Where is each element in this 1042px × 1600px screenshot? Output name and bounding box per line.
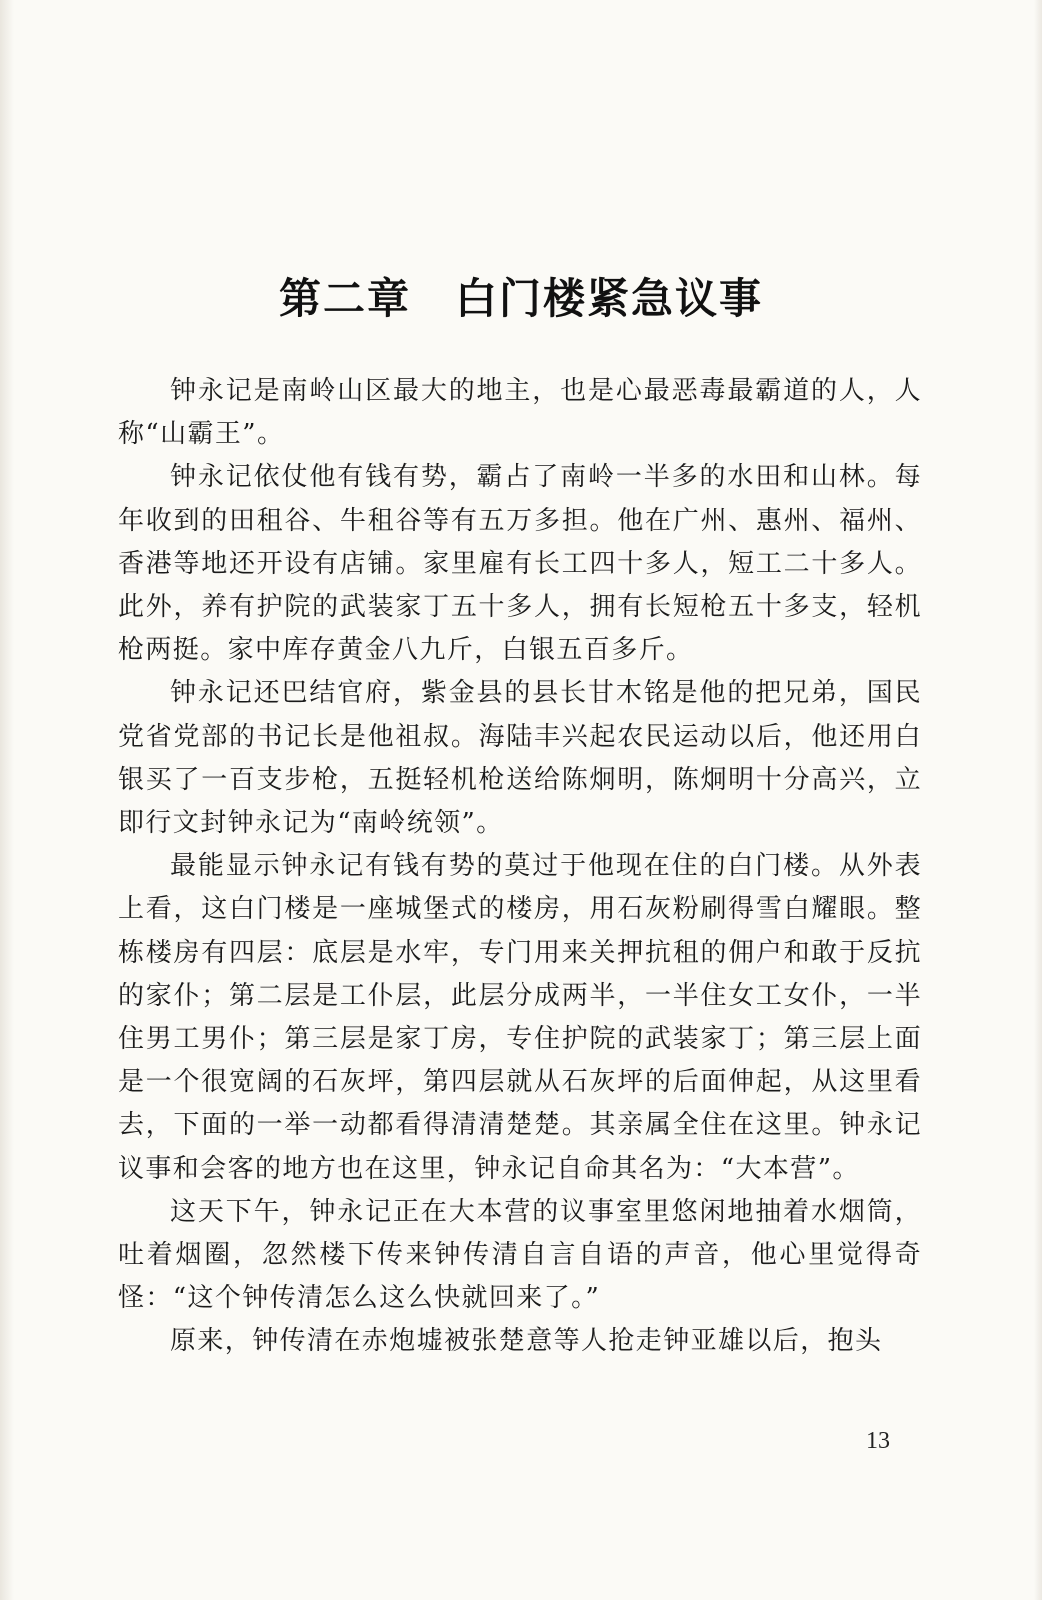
paragraph-5: 这天下午，钟永记正在大本营的议事室里悠闲地抽着水烟筒，吐着烟圈，忽然楼下传来钟传清自言自语的声音，他心里觉得奇怪：“这个钟传清怎么这么快就回来了。” bbox=[118, 1196, 922, 1314]
paragraph-2: 钟永记依仗他有钱有势，霸占了南岭一半多的水田和山林。每年收到的田租谷、牛租谷等有五万多担。他在广州、惠州、福州、香港等地还开设有店铺。家里雇有长工四十多人，短工二十多人。此外，养有护院的武装家丁五十多人，拥有长短枪五十多支，轻机枪两挺。家中库存黄金八九斤，白银五百多斤。 bbox=[118, 462, 922, 666]
paragraph-1: 钟永记是南岭山区最大的地主，也是心最恶毒最霸道的人，人称“山霸王”。 bbox=[118, 376, 922, 450]
paragraph-6: 原来，钟传清在赤炮墟被张楚意等人抢走钟亚雄以后，抱头 bbox=[170, 1326, 883, 1357]
chapter-title: 第二章 白门楼紧急议事 bbox=[278, 274, 763, 324]
paragraph-4: 最能显示钟永记有钱有势的莫过于他现在住的白门楼。从外表上看，这白门楼是一座城堡式的楼房，用石灰粉刷得雪白耀眼。整栋楼房有四层：底层是水牢，专门用来关押抗租的佣户和敢于反抗的家仆；第二层是工仆层，此层分成两半，一半住女工女仆，一半住男工男仆；第三层是家丁房，专住护院的武装家丁；第三层上面是一个很宽阔的石灰坪，第四层就从石灰坪的后面伸起，从这里看去，下面的一举一动都看得清清楚楚。其亲属全住在这里。钟永记议事和会客的地方也在这里，钟永记自命其名为：“大本营”。 bbox=[118, 851, 922, 1184]
body-text bbox=[118, 370, 922, 1364]
page-number: 13 bbox=[866, 1428, 890, 1454]
page-edge-right bbox=[1034, 0, 1042, 1600]
paragraph-3: 钟永记还巴结官府，紫金县的县长甘木铭是他的把兄弟，国民党省党部的书记长是他祖叔。海陆丰兴起农民运动以后，他还用白银买了一百支步枪，五挺轻机枪送给陈炯明，陈炯明十分高兴，立即行文封钟永记为“南岭统领”。 bbox=[118, 678, 922, 839]
page-edge-left bbox=[0, 0, 14, 1600]
